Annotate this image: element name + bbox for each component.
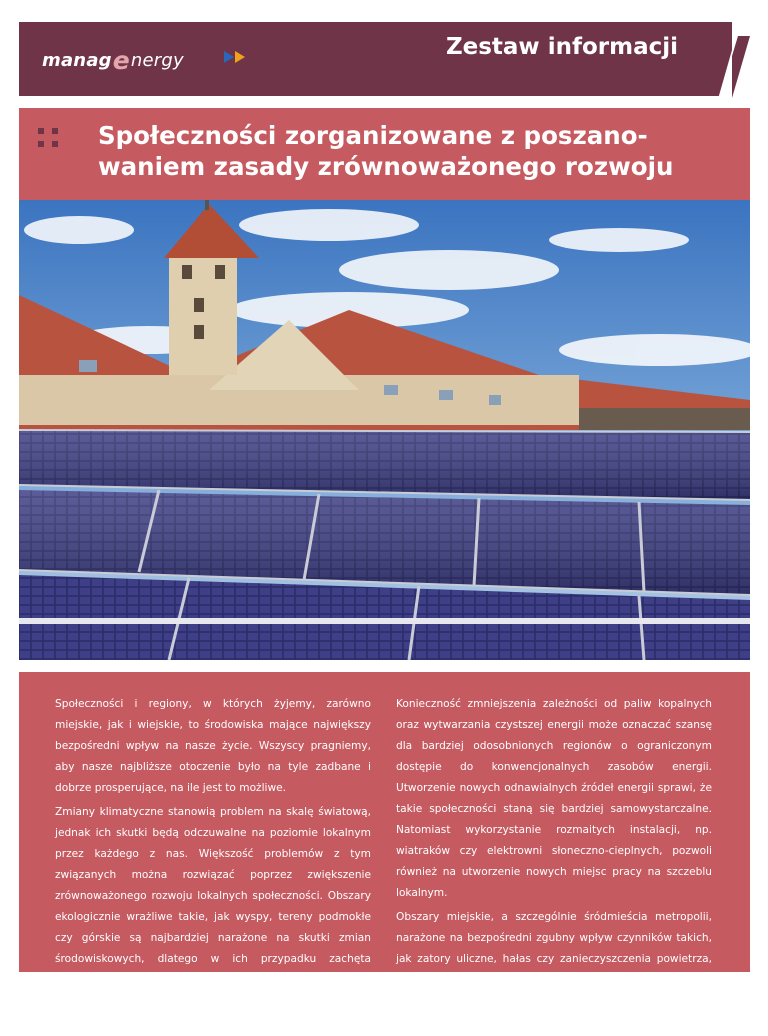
- paragraph: Obszary miejskie, a szczególnie śródmieścia metropolii, narażone na bezpośredni zgubny wpływ czynników takich, jak zatory uliczne, hałas czy zanieczyszczenia powietrza, zachęca się do powiększania terenów zielonych. Ponadto usprawnienie transportu publicznego może przynieść wiele korzystnych zmian i ograniczyć całkowite zużycie energii.: [396, 911, 712, 1028]
- paragraph: Zmiany klimatyczne stanowią problem na skalę światową, jednak ich skutki będą odczuwalne na poziomie lokalnym przez każdego z nas. Większość problemów z tym związanych można rozwiązać poprzez zwiększenie zrównoważonego rozwoju lokalnych społeczności. Obszary ekologicznie wrażliwe takie, jak wyspy, tereny podmokłe czy górskie są najbardziej narażone na skutki zmian środowiskowych, dlatego w ich przypadku zachęta osiągnięcia większego zrównoważenia jest silniejsza.: [55, 806, 371, 986]
- manag-energy-logo[interactable]: [42, 43, 184, 75]
- title-bullet-icon: [38, 128, 62, 148]
- body-column-left: [55, 694, 371, 994]
- paragraph: Konieczność zmniejszenia zależności od paliw kopalnych oraz wytwarzania czystszej energii może oznaczać szansę dla bardziej odosobnionych regionów o ograniczonym dostępie do konwencjonalnych zasobów energii. Utworzenie nowych odnawialnych źródeł energii sprawi, że takie społeczności staną się bardziej samowystarczalne. Natomiast wykorzystanie rozmaitych instalacji, np. wiatraków czy elektrowni słoneczno-cieplnych, pozwoli również na utworzenie nowych miejsc pracy na szczeblu lokalnym.: [396, 698, 712, 899]
- title-line-1: Społeczności zorganizowane z poszano-: [98, 121, 648, 150]
- body-column-right: [396, 694, 712, 1036]
- logo-text-manag: manag: [42, 50, 112, 71]
- solar-panels-photo: [19, 200, 750, 660]
- logo-text-nergy: nergy: [130, 50, 184, 71]
- paragraph: Społeczności i regiony, w których żyjemy, zarówno miejskie, jak i wiejskie, to środowiska mające największy bezpośredni wpływ na nasze życie. Wszyscy pragniemy, aby nasze najbliższe otoczenie było na tyle zadbane i dobrze prosperujące, na ile jest to możliwe.: [55, 698, 371, 794]
- document-type-label: Zestaw informacji: [445, 34, 678, 60]
- title-line-2: waniem zasady zrównoważonego rozwoju: [98, 152, 674, 181]
- page-title: [98, 120, 738, 182]
- logo-text-e: e: [112, 46, 130, 75]
- logo-arrows-icon: [224, 50, 250, 64]
